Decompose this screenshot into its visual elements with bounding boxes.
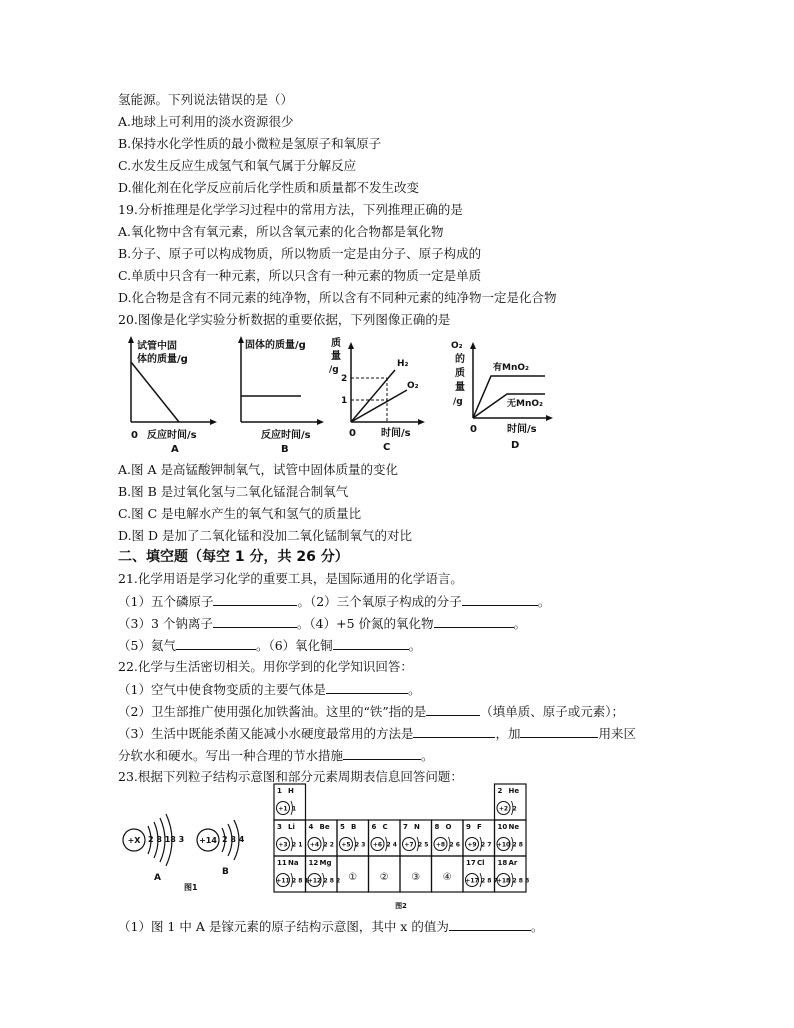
table-cell <box>432 856 464 892</box>
table-cell <box>495 784 527 820</box>
answer-blank-5[interactable] <box>176 637 256 650</box>
graph-b-caption: B <box>281 444 289 455</box>
graph-a <box>128 336 217 455</box>
q23-figure-2-periodic-table <box>270 782 532 912</box>
table-cell <box>463 856 498 892</box>
graph-a-ylabel-1: 试管中固 <box>137 341 177 352</box>
element-number: 2 <box>497 787 503 795</box>
q19-option-c: C.单质中只含有一种元素，所以只含有一种元素的物质一定是单质 <box>118 268 482 283</box>
element-number: 5 <box>340 823 345 831</box>
q22-line-1 <box>118 681 420 698</box>
q22-line-3 <box>118 725 636 742</box>
answer-blank-6[interactable] <box>333 637 409 650</box>
q21-l3-part-b: 。（6）氧化铜 <box>255 638 333 653</box>
table-cell <box>274 784 306 820</box>
q23-stem: 23.根据下列粒子结构示意图和部分元素周期表信息回答问题： <box>118 769 463 784</box>
q21-l2-part-a: （3）3 个钠离子 <box>118 616 213 631</box>
nucleus-charge: +17 <box>465 877 479 885</box>
graph-b-ylabel: 固体的质量/g <box>245 340 306 351</box>
q21-l1-part-a: （1）五个磷原子 <box>118 594 214 609</box>
graph-c-h2-label: H₂ <box>397 359 409 369</box>
q22-l4-part-a: 分软水和硬水。写出一种合理的节水措施 <box>118 748 344 763</box>
nucleus-charge: +12 <box>307 877 322 885</box>
table-cell <box>369 820 401 856</box>
q21-l3-part-c: 。 <box>408 638 422 653</box>
q19-stem: 19.分析推理是化学学习过程中的常用方法，下列推理正确的是 <box>118 202 463 217</box>
graph-d-without-label: 无MnO₂ <box>507 399 543 409</box>
graph-c-ylabel-2: 量 <box>331 351 341 362</box>
blank-element-marker: ④ <box>442 872 452 883</box>
q21-line-1 <box>118 593 550 610</box>
electron-shells: 2 7 <box>481 841 492 849</box>
figure-2-caption: 图2 <box>395 902 407 910</box>
element-symbol: Na <box>288 859 299 867</box>
q23-line-1 <box>118 918 543 935</box>
table-cell <box>495 856 530 892</box>
q20-graphs <box>115 332 565 458</box>
blank-element-marker: ② <box>379 872 389 883</box>
nucleus-charge: +10 <box>496 841 511 849</box>
answer-blank-3[interactable] <box>213 615 297 628</box>
q21-l1-part-b: 。（2）三个氧原子构成的分子 <box>297 594 462 609</box>
graph-d-ylabel-3: 质 <box>455 368 465 379</box>
answer-blank-2[interactable] <box>462 593 538 606</box>
table-cell <box>274 820 306 856</box>
atom-b-shells: 2 8 4 <box>222 835 245 844</box>
element-number: 6 <box>371 823 377 831</box>
nucleus-charge: +11 <box>276 877 290 885</box>
element-symbol: H <box>288 787 294 795</box>
q22-l1-part-a: （1）空气中使食物变质的主要气体是 <box>118 682 326 697</box>
atom-b-label: B <box>222 867 229 877</box>
electron-shells: 2 <box>512 805 517 813</box>
q21-l2-part-b: 。（4）+5 价氮的氧化物 <box>296 616 434 631</box>
q22-l3-part-a: （3）生活中既能杀菌又能减小水硬度最常用的方法是 <box>118 726 414 741</box>
graph-c-tick-1: 1 <box>341 396 348 406</box>
nucleus-charge: +2 <box>498 805 509 813</box>
graph-d-ylabel-1: O₂ <box>451 341 463 351</box>
table-cell <box>400 820 432 856</box>
graph-c-ylabel-1: 质 <box>331 338 341 349</box>
table-cell <box>306 856 341 892</box>
graph-c-origin: 0 <box>349 428 356 439</box>
answer-blank-1[interactable] <box>213 593 297 606</box>
element-number: 1 <box>277 787 282 795</box>
q23-figure-1 <box>118 800 258 896</box>
electron-shells: 2 8 <box>512 841 523 849</box>
element-number: 10 <box>497 823 508 831</box>
nucleus-charge: +5 <box>341 841 351 849</box>
atom-a-label: A <box>154 873 161 883</box>
nucleus-charge: +9 <box>467 841 477 849</box>
answer-blank-7[interactable] <box>326 681 408 694</box>
element-number: 12 <box>308 859 319 867</box>
q22-l2-part-b: （填单质、原子或元素）； <box>480 704 625 719</box>
electron-shells: 1 <box>292 805 297 813</box>
element-symbol: Ar <box>508 859 518 867</box>
element-number: 4 <box>308 823 314 831</box>
blank-element-marker: ① <box>348 872 358 883</box>
answer-blank-12[interactable] <box>449 918 531 931</box>
q22-l3-part-c: 用来区 <box>598 726 636 741</box>
q18-option-b: B.保持水化学性质的最小微粒是氢原子和氧原子 <box>118 136 382 151</box>
element-symbol: Cl <box>477 859 485 867</box>
element-number: 18 <box>497 859 508 867</box>
table-cell <box>495 820 527 856</box>
q23-l1-part-b: 。 <box>530 919 544 934</box>
element-number: 17 <box>466 859 476 867</box>
element-symbol: B <box>351 823 357 831</box>
table-cell <box>369 856 401 892</box>
element-symbol: He <box>508 787 520 795</box>
graph-d-with-label: 有MnO₂ <box>493 363 529 373</box>
q21-line-2 <box>118 615 526 632</box>
graph-d-ylabel-2: 的 <box>455 354 465 365</box>
element-symbol: O <box>445 823 452 831</box>
q21-stem: 21.化学用语是学习化学的重要工具，是国际通用的化学语言。 <box>118 571 463 586</box>
q20-option-d: D.图 D 是加了二氧化锰和没加二氧化锰制氧气的对比 <box>118 528 413 543</box>
electron-shells: 2 2 <box>323 841 334 849</box>
graph-b <box>238 336 324 455</box>
atom-a <box>123 814 184 883</box>
table-cell <box>337 856 369 892</box>
graph-a-ylabel-2: 体的质量/g <box>137 354 188 365</box>
atom-a-shells: 2 8 18 3 <box>148 835 185 844</box>
q19-option-d: D.化合物是含有不同元素的纯净物，所以含有不同种元素的纯净物一定是化合物 <box>118 290 557 305</box>
element-symbol: C <box>382 823 388 831</box>
electron-shells: 2 4 <box>386 841 397 849</box>
q21-l2-part-c: 。 <box>513 616 527 631</box>
graph-b-xlabel: 反应时间/s <box>261 430 311 441</box>
table-cell <box>463 820 495 856</box>
table-cell <box>337 820 369 856</box>
q18-option-a: A.地球上可利用的淡水资源很少 <box>118 114 294 129</box>
nucleus-charge: +8 <box>435 841 446 849</box>
graph-a-caption: A <box>171 444 179 455</box>
q18-option-c: C.水发生反应生成氢气和氧气属于分解反应 <box>118 158 357 173</box>
answer-blank-4[interactable] <box>434 615 514 628</box>
nucleus-charge: +3 <box>278 841 288 849</box>
q22-line-2 <box>118 703 624 720</box>
q20-stem: 20.图像是化学实验分析数据的重要依据，下列图像正确的是 <box>118 312 451 327</box>
q19-option-b: B.分子、原子可以构成物质，所以物质一定是由分子、原子构成的 <box>118 246 482 261</box>
element-number: 9 <box>466 823 471 831</box>
electron-shells: 2 3 <box>355 841 366 849</box>
q21-line-3 <box>118 637 421 654</box>
blank-element-marker: ③ <box>411 872 421 883</box>
q18-option-d: D.催化剂在化学反应前后化学性质和质量都不发生改变 <box>118 180 420 195</box>
atom-b-nucleus: +14 <box>199 836 217 845</box>
element-number: 3 <box>277 823 282 831</box>
nucleus-charge: +6 <box>372 841 383 849</box>
element-symbol: Be <box>319 823 330 831</box>
nucleus-charge: +18 <box>496 877 511 885</box>
q22-l2-part-a: （2）卫生部推广使用强化加铁酱油。这里的“铁”指的是 <box>118 704 427 719</box>
answer-blank-9[interactable] <box>413 725 495 738</box>
nucleus-charge: +1 <box>278 805 288 813</box>
graph-c-ylabel-3: /g <box>329 365 339 375</box>
graph-c-xlabel: 时间/s <box>381 428 411 439</box>
q19-option-a: A.氧化物中含有氧元素，所以含氧元素的化合物都是氧化物 <box>118 224 444 239</box>
graph-d-origin: 0 <box>470 424 477 435</box>
electron-shells: 2 8 1 <box>292 877 309 885</box>
electron-shells: 2 6 <box>449 841 460 849</box>
q20-option-c: C.图 C 是电解水产生的氧气和氢气的质量比 <box>118 506 362 521</box>
q22-line-4 <box>118 747 434 764</box>
element-number: 8 <box>434 823 440 831</box>
q20-option-a: A.图 A 是高锰酸钾制氧气，试管中固体质量的变化 <box>118 462 398 477</box>
graph-d-caption: D <box>511 440 520 451</box>
answer-blank-10[interactable] <box>520 725 598 738</box>
q22-l1-part-b: 。 <box>407 682 421 697</box>
electron-shells: 2 8 8 <box>512 877 530 885</box>
element-number: 7 <box>403 823 408 831</box>
table-cell <box>400 856 432 892</box>
element-number: 11 <box>277 859 287 867</box>
graph-d-ylabel-4: 量 <box>455 382 465 393</box>
element-symbol: F <box>477 823 482 831</box>
graph-c-o2-label: O₂ <box>407 381 419 391</box>
nucleus-charge: +7 <box>404 841 414 849</box>
table-cell <box>432 820 464 856</box>
graph-c-caption: C <box>383 442 391 453</box>
q22-l4-part-b: 。 <box>421 748 434 763</box>
answer-blank-8[interactable] <box>426 703 480 716</box>
graph-a-origin: 0 <box>131 430 138 441</box>
nucleus-charge: +4 <box>309 841 320 849</box>
table-cell <box>274 856 309 892</box>
q18-stem-tail: 氢能源。下列说法错误的是（） <box>118 92 294 107</box>
q21-l1-part-c: 。 <box>537 594 551 609</box>
graph-a-xlabel: 反应时间/s <box>147 430 197 441</box>
q22-stem: 22.化学与生活密切相关。用你学到的化学知识回答： <box>118 659 413 674</box>
atom-a-nucleus: +X <box>127 836 141 845</box>
electron-shells: 2 1 <box>292 841 303 849</box>
answer-blank-11[interactable] <box>343 747 421 760</box>
element-symbol: Li <box>288 823 295 831</box>
section-2-title: 二、填空题（每空 1 分，共 26 分） <box>118 549 349 565</box>
table-cell <box>306 820 338 856</box>
electron-shells: 2 8 2 <box>323 877 341 885</box>
q22-l3-part-b: ，加 <box>495 726 521 741</box>
graph-d-xlabel: 时间/s <box>507 424 537 435</box>
q23-l1-part-a: （1）图 1 中 A 是镓元素的原子结构示意图，其中 x 的值为 <box>118 919 449 934</box>
graph-d-ylabel-5: /g <box>453 397 463 407</box>
graph-c <box>329 336 425 453</box>
atom-b <box>197 820 245 877</box>
electron-shells: 2 5 <box>418 841 429 849</box>
figure-1-caption: 图1 <box>184 883 198 892</box>
graph-d <box>451 341 553 451</box>
element-symbol: N <box>414 823 420 831</box>
electron-shells: 2 8 7 <box>481 877 498 885</box>
q20-option-b: B.图 B 是过氧化氢与二氧化锰混合制氧气 <box>118 484 349 499</box>
element-symbol: Mg <box>319 859 332 867</box>
q21-l3-part-a: （5）氦气 <box>118 638 176 653</box>
element-symbol: Ne <box>508 823 520 831</box>
graph-c-tick-2: 2 <box>341 374 348 384</box>
